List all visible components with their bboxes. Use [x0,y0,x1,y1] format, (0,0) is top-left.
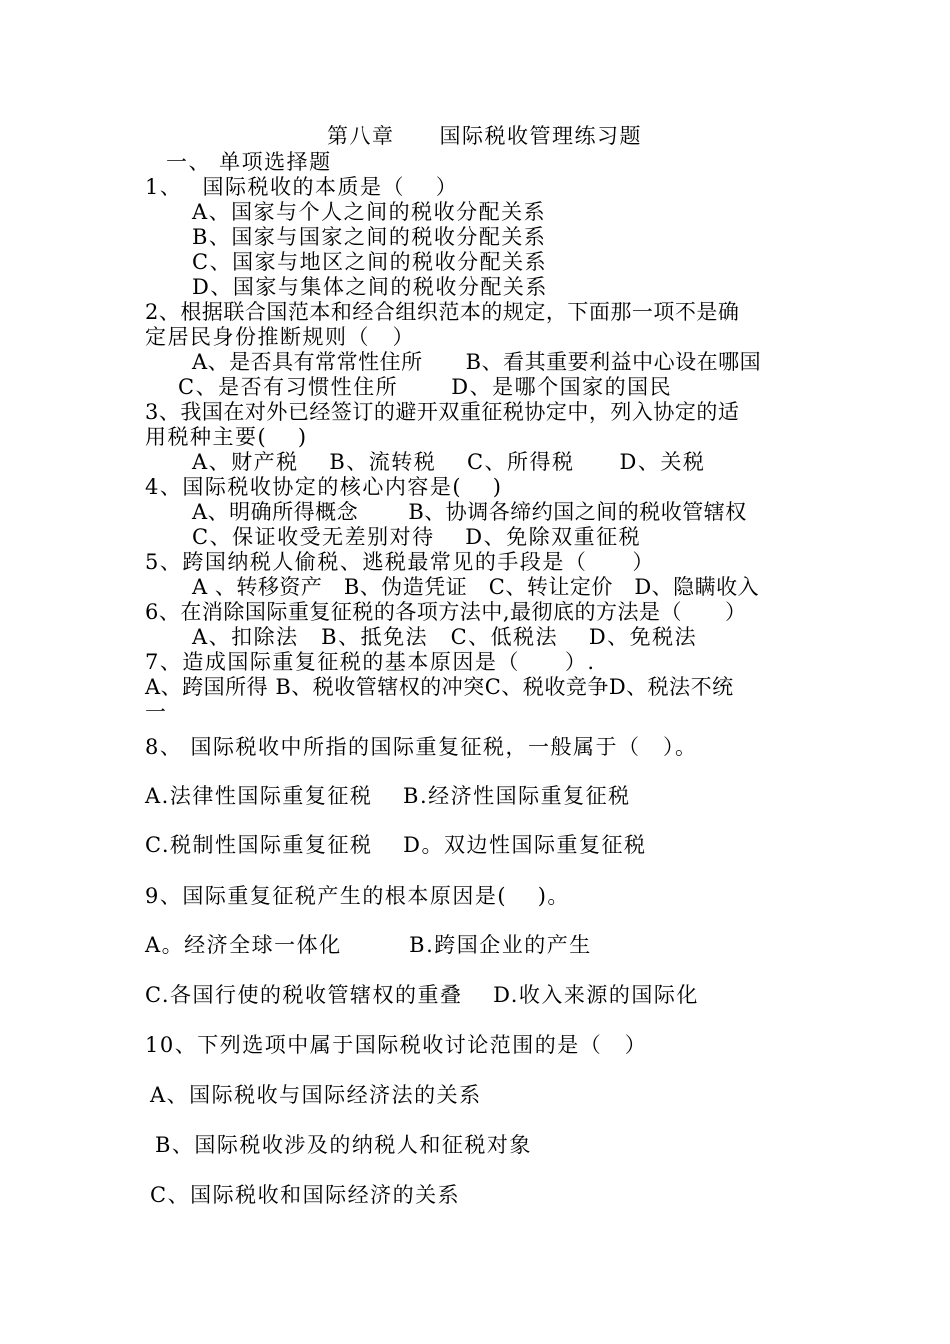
section-heading: 一、 单项选择题 [166,150,332,174]
question-10: 10、下列选项中属于国际税收讨论范围的是（ ） [145,1033,648,1057]
option-10c: C、国际税收和国际经济的关系 [150,1183,461,1207]
options-9cd: C.各国行使的税收管辖权的重叠 D.收入来源的国际化 [145,983,699,1007]
options-7-cont: 一 [145,700,168,724]
question-3: 3、我国在对外已经签订的避开双重征税协定中，列入协定的适 [145,400,740,424]
question-4: 4、国际税收协定的核心内容是( ) [145,475,503,499]
options-4cd: C、保证收受无差别对待 D、免除双重征税 [192,525,642,549]
options-9ab: A。经济全球一体化 B.跨国企业的产生 [145,933,592,957]
question-7: 7、造成国际重复征税的基本原因是（ ）. [145,650,596,674]
option-10b: B、国际税收涉及的纳税人和征税对象 [155,1133,532,1157]
options-8cd: C.税制性国际重复征税 D。双边性国际重复征税 [145,833,647,857]
option-1b: B、国家与国家之间的税收分配关系 [192,225,547,249]
question-8: 8、 国际税收中所指的国际重复征税，一般属于（ ）。 [145,735,698,759]
question-3-cont: 用税种主要( ) [145,425,308,449]
options-3: A、财产税 B、流转税 C、所得税 D、关税 [192,450,706,474]
options-5: A 、转移资产 B、伪造凭证 C、转让定价 D、隐瞒收入 [192,575,760,599]
question-2: 2、根据联合国范本和经合组织范本的规定，下面那一项不是确 [145,300,740,324]
question-9: 9、国际重复征税产生的根本原因是( )。 [145,884,570,908]
option-1d: D、国家与集体之间的税收分配关系 [192,275,548,299]
option-1a: A、国家与个人之间的税收分配关系 [192,200,547,224]
question-1: 1、 国际税收的本质是（ ） [145,175,459,199]
option-1c: C、国家与地区之间的税收分配关系 [192,250,548,274]
document-title: 第八章 国际税收管理练习题 [327,124,642,148]
options-2cd: C、是否有习惯性住所 D、是哪个国家的国民 [178,375,673,399]
option-10a: A、国际税收与国际经济法的关系 [150,1083,482,1107]
options-2ab: A、是否具有常常性住所 B、看其重要利益中心设在哪国 [192,350,762,374]
question-6: 6、在消除国际重复征税的各项方法中,最彻底的方法是（ ） [145,600,747,624]
options-7: A、跨国所得 B、税收管辖权的冲突C、税收竞争D、税法不统 [145,675,734,699]
options-6: A、扣除法 B、抵免法 C、低税法 D、免税法 [192,625,698,649]
question-5: 5、跨国纳税人偷税、逃税最常见的手段是（ ） [145,550,655,574]
options-8ab: A.法律性国际重复征税 B.经济性国际重复征税 [145,784,631,808]
options-4ab: A、明确所得概念 B、协调各缔约国之间的税收管辖权 [192,500,747,524]
question-2-cont: 定居民身份推断规则（ ） [145,325,415,349]
